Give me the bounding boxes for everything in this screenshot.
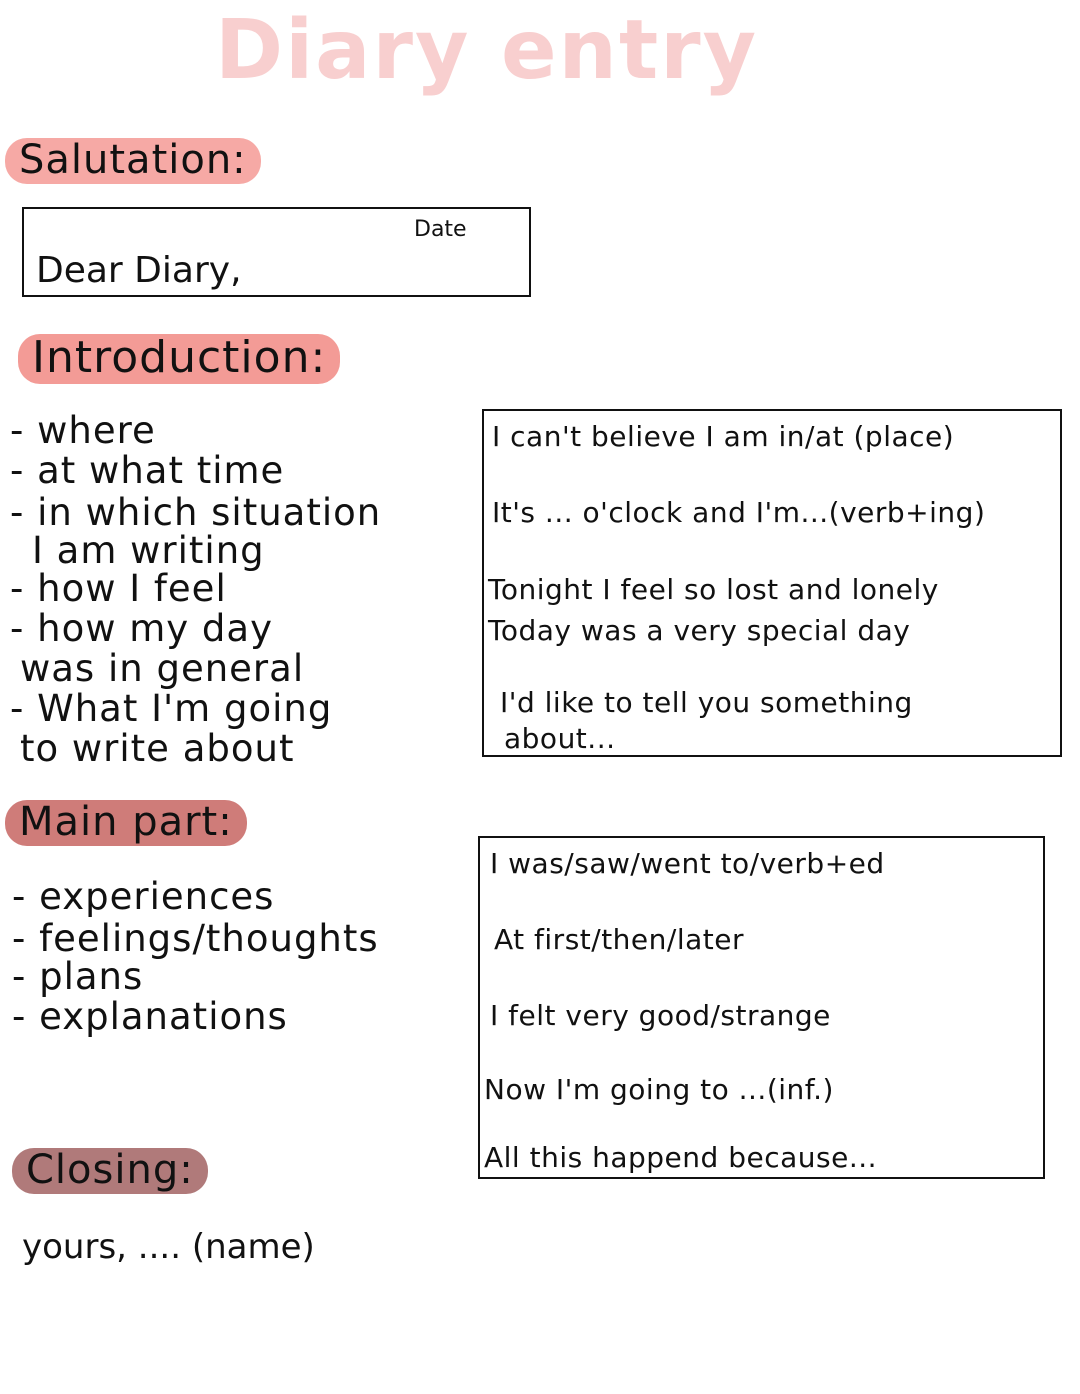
list-item: - What I'm going — [10, 687, 333, 730]
list-item: - where — [10, 409, 156, 452]
phrase-line: At first/then/later — [494, 923, 744, 956]
main-part-heading: Main part: — [5, 800, 247, 846]
phrase-line: I was/saw/went to/verb+ed — [490, 847, 885, 880]
phrase-line: All this happend because... — [484, 1141, 878, 1174]
salutation-box — [22, 207, 531, 297]
phrase-line: Tonight I feel so lost and lonely — [488, 573, 939, 606]
phrase-line: about... — [504, 722, 616, 755]
list-item: - experiences — [12, 875, 275, 918]
list-item: - at what time — [10, 449, 285, 492]
list-item: to write about — [20, 727, 295, 770]
closing-heading: Closing: — [12, 1148, 208, 1194]
list-item: I am writing — [32, 529, 265, 572]
list-item: - plans — [12, 955, 144, 998]
phrase-line: I can't believe I am in/at (place) — [492, 420, 955, 453]
list-item: - explanations — [12, 995, 288, 1038]
list-item: - in which situation — [10, 491, 382, 534]
closing-text: yours, .... (name) — [22, 1227, 315, 1267]
introduction-phrases-box — [482, 409, 1062, 757]
list-item: - how my day — [10, 607, 273, 650]
salutation-heading: Salutation: — [5, 138, 261, 184]
list-item: - feelings/thoughts — [12, 917, 379, 960]
list-item: was in general — [20, 647, 305, 690]
introduction-heading: Introduction: — [18, 334, 340, 384]
phrase-line: I'd like to tell you something — [500, 686, 913, 719]
page-title: Diary entry — [215, 3, 759, 98]
phrase-line: Now I'm going to ...(inf.) — [484, 1073, 834, 1106]
greeting-text: Dear Diary, — [36, 250, 242, 291]
phrase-line: I felt very good/strange — [490, 999, 831, 1032]
main-part-phrases-box — [478, 836, 1045, 1179]
list-item: - how I feel — [10, 567, 227, 610]
date-label: Date — [414, 217, 467, 242]
phrase-line: Today was a very special day — [488, 614, 911, 647]
phrase-line: It's ... o'clock and I'm...(verb+ing) — [492, 496, 986, 529]
